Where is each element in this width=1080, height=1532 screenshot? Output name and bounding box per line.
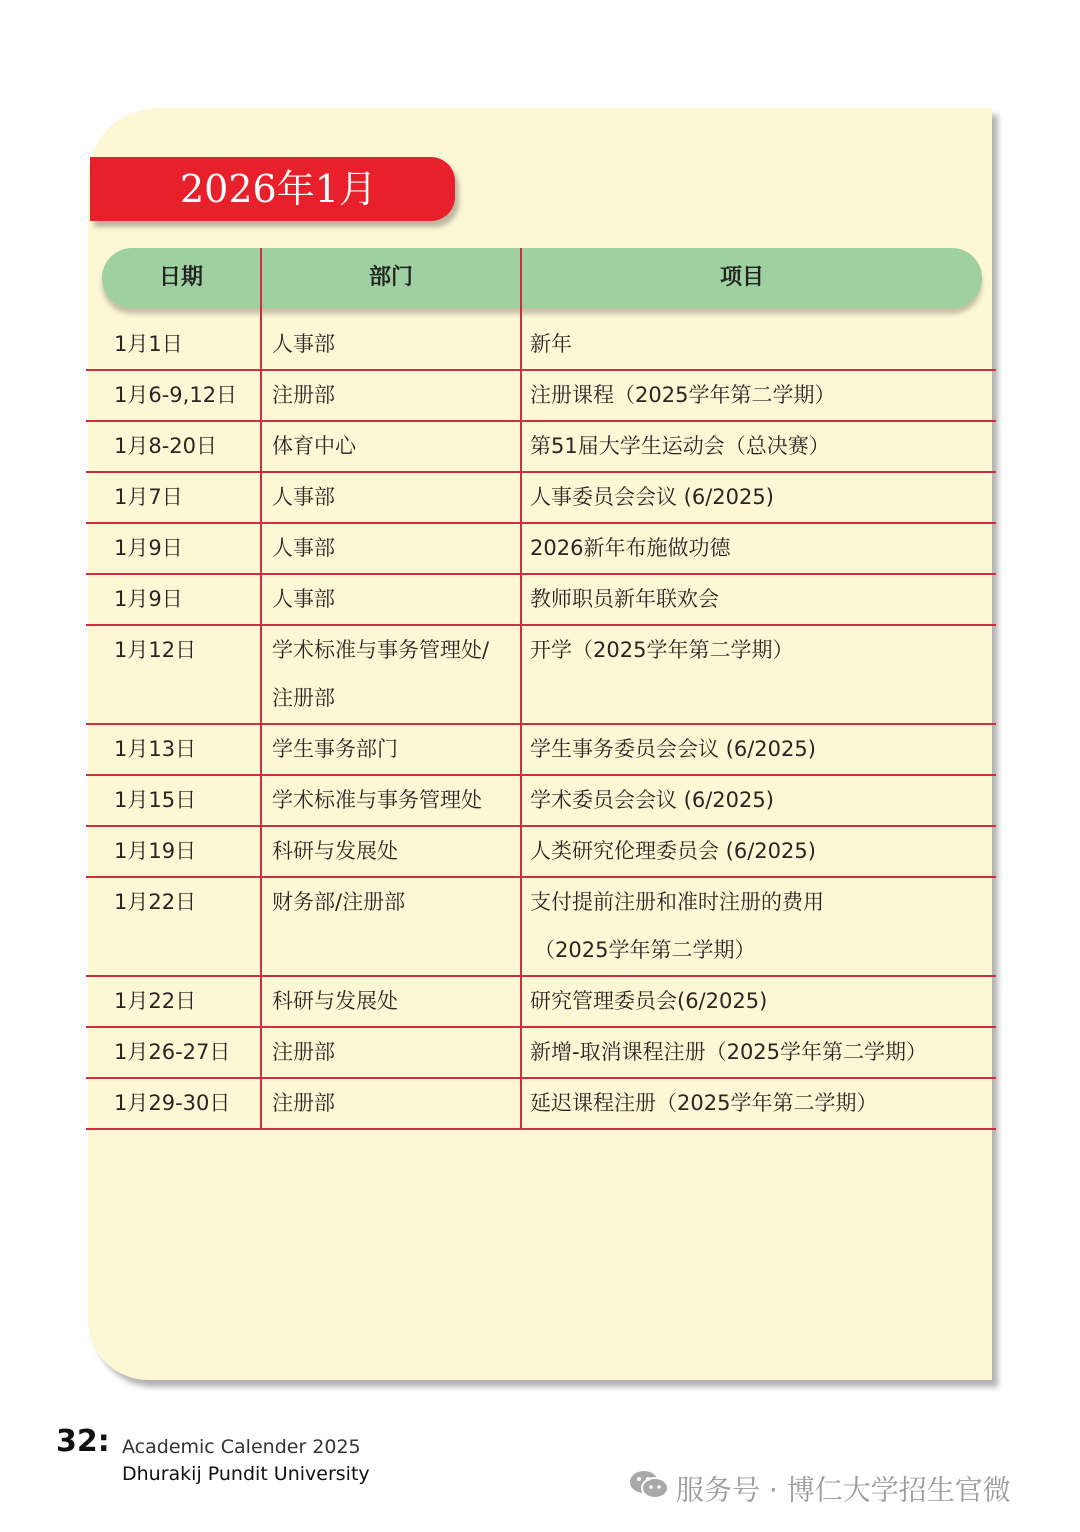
footer-title: Academic Calender 2025 [122,1436,361,1458]
cell-department: 注册部 [272,1040,335,1064]
cell-item: 学术委员会会议 (6/2025) [530,788,774,812]
cell-department: 财务部/注册部 [272,890,406,914]
cell-date: 1月26-27日 [114,1040,231,1064]
wechat-icon [628,1468,670,1515]
cell-date: 1月1日 [114,332,183,356]
header-date: 日期 [158,265,203,290]
cell-department: 人事部 [272,485,335,509]
cell-department: 注册部 [272,686,335,710]
cell-date: 1月15日 [114,788,197,812]
cell-date: 1月8-20日 [114,434,218,458]
cell-department: 注册部 [272,383,335,407]
cell-date: 1月13日 [114,737,197,761]
cell-department: 学术标准与事务管理处/ [272,638,490,662]
month-banner [90,157,455,221]
cell-department: 体育中心 [272,434,356,458]
row-divider [86,1128,996,1130]
cell-date: 1月19日 [114,839,197,863]
cell-item: 人事委员会会议 (6/2025) [530,485,774,509]
column-divider [520,248,522,1130]
cell-department: 学生事务部门 [272,737,398,761]
cell-item: 第51届大学生运动会（总决赛） [530,434,830,458]
cell-item: 研究管理委员会(6/2025) [530,989,768,1013]
cell-item: 学生事务委员会会议 (6/2025) [530,737,816,761]
watermark-text: 服务号 · 博仁大学招生官微 [676,1473,1011,1507]
cell-date: 1月22日 [114,989,197,1013]
cell-item: 延迟课程注册（2025学年第二学期） [530,1091,878,1115]
cell-date: 1月22日 [114,890,197,914]
cell-date: 1月9日 [114,587,183,611]
cell-item: （2025学年第二学期） [534,938,756,962]
cell-department: 人事部 [272,536,335,560]
month-title: 2026年1月 [180,167,377,211]
cell-item: 教师职员新年联欢会 [530,587,719,611]
cell-date: 1月12日 [114,638,197,662]
cell-department: 人事部 [272,587,335,611]
cell-item: 注册课程（2025学年第二学期） [530,383,836,407]
cell-item: 新年 [530,332,572,356]
cell-department: 科研与发展处 [272,989,398,1013]
footer-university: Dhurakij Pundit University [122,1463,370,1485]
cell-date: 1月9日 [114,536,183,560]
cell-item: 2026新年布施做功德 [530,536,731,560]
cell-item: 人类研究伦理委员会 (6/2025) [530,839,816,863]
cell-department: 学术标准与事务管理处 [272,788,482,812]
header-item: 项目 [719,265,764,290]
cell-item: 开学（2025学年第二学期） [530,638,794,662]
cell-item: 支付提前注册和准时注册的费用 [530,890,824,914]
watermark [628,1468,1011,1512]
cell-date: 1月6-9,12日 [114,383,238,407]
cell-department: 注册部 [272,1091,335,1115]
page-number: 32: [56,1424,110,1459]
column-divider [260,248,262,1130]
cell-department: 人事部 [272,332,335,356]
cell-department: 科研与发展处 [272,839,398,863]
cell-date: 1月7日 [114,485,183,509]
header-department: 部门 [368,265,413,290]
cell-date: 1月29-30日 [114,1091,231,1115]
cell-item: 新增-取消课程注册（2025学年第二学期） [530,1040,928,1064]
